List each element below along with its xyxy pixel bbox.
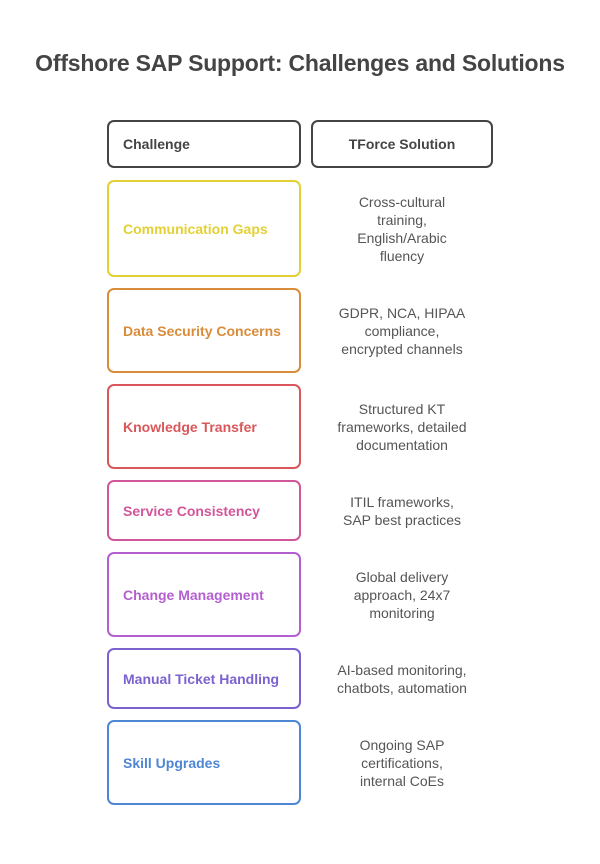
solution-line: fluency [379, 247, 425, 264]
solution-line: AI-based monitoring, [337, 661, 467, 678]
challenge-box-manual-ticket-handling [107, 648, 301, 709]
challenge-box-service-consistency [107, 480, 301, 541]
challenge-label: Manual Ticket Handling [123, 670, 280, 687]
challenge-label: Service Consistency [123, 502, 260, 519]
solution-manual-ticket-handling [311, 648, 493, 709]
solution-header-label: TForce Solution [348, 136, 456, 152]
solution-communication-gaps [311, 180, 493, 277]
solution-service-consistency [311, 480, 493, 541]
challenge-box-communication-gaps [107, 180, 301, 277]
solution-change-management [311, 552, 493, 637]
challenge-box-skill-upgrades [107, 720, 301, 805]
solution-knowledge-transfer [311, 384, 493, 469]
solution-line: English/Arabic [357, 229, 447, 246]
solution-line: Ongoing SAP [359, 736, 445, 753]
challenge-box-change-management [107, 552, 301, 637]
challenge-label: Change Management [123, 586, 264, 603]
challenge-box-data-security-concerns [107, 288, 301, 373]
diagram-title: Offshore SAP Support: Challenges and Solutions [35, 50, 565, 76]
solution-line: frameworks, detailed [337, 418, 467, 435]
challenge-header-label: Challenge [123, 136, 190, 152]
solution-line: internal CoEs [359, 772, 445, 789]
solution-line: Cross-cultural [358, 193, 446, 210]
solution-line: compliance, [364, 322, 440, 339]
solution-line: Global delivery [355, 568, 449, 585]
solution-line: documentation [356, 436, 448, 453]
challenge-label: Communication Gaps [123, 220, 268, 237]
solution-skill-upgrades [311, 720, 493, 805]
challenge-box-knowledge-transfer [107, 384, 301, 469]
solution-line: SAP best practices [342, 511, 462, 528]
solution-column-header [311, 120, 493, 168]
solution-line: certifications, [361, 754, 443, 771]
solution-line: Structured KT [358, 400, 446, 417]
challenge-column-header [107, 120, 301, 168]
solution-line: GDPR, NCA, HIPAA [338, 304, 466, 321]
solution-line: encrypted channels [341, 340, 463, 357]
solution-line: chatbots, automation [337, 679, 467, 696]
solution-line: monitoring [369, 604, 435, 621]
solution-line: ITIL frameworks, [350, 493, 454, 510]
challenge-label: Knowledge Transfer [123, 418, 257, 435]
solution-line: approach, 24x7 [353, 586, 451, 603]
challenge-label: Data Security Concerns [123, 322, 281, 339]
solution-line: training, [377, 211, 427, 228]
challenge-label: Skill Upgrades [123, 754, 221, 771]
solution-data-security-concerns [311, 288, 493, 373]
